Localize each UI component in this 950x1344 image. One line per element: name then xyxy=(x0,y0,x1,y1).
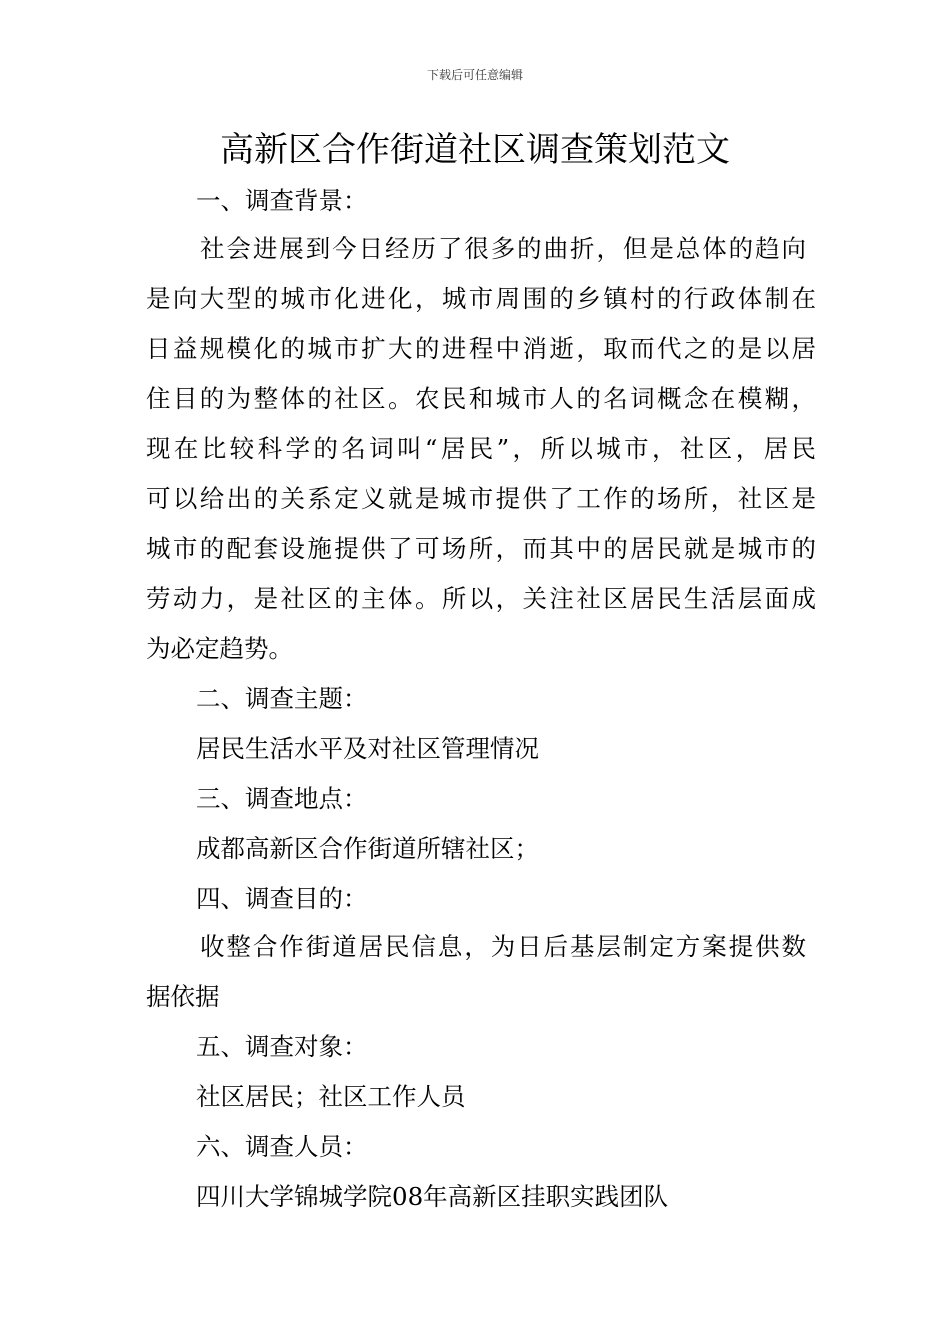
paragraph-line: 据依据 xyxy=(146,982,220,1011)
section-heading-subjects: 五、调查对象： xyxy=(196,1032,368,1061)
paragraph-line: 日益规模化的城市扩大的进程中消逝，取而代之的是以居 xyxy=(146,334,816,363)
document-title: 高新区合作街道社区调查策划范文 xyxy=(220,130,730,170)
paragraph-line: 现在比较科学的名词叫“居民”，所以城市，社区，居民 xyxy=(146,434,816,463)
page-header-note: 下载后可任意编辑 xyxy=(426,68,523,82)
paragraph-line: 收整合作街道居民信息，为日后基层制定方案提供数 xyxy=(200,932,806,961)
section-heading-purpose: 四、调查目的： xyxy=(196,884,368,913)
section-text-location: 成都高新区合作街道所辖社区； xyxy=(196,834,539,863)
paragraph-line: 为必定趋势。 xyxy=(146,634,293,663)
section-text-personnel: 四川大学锦城学院08年高新区挂职实践团队 xyxy=(196,1182,669,1211)
paragraph-line: 住目的为整体的社区。农民和城市人的名词概念在模糊， xyxy=(146,384,816,413)
section-text-topic: 居民生活水平及对社区管理情况 xyxy=(196,734,539,763)
section-heading-personnel: 六、调查人员： xyxy=(196,1132,368,1161)
section-heading-location: 三、调查地点： xyxy=(196,784,368,813)
paragraph-line: 城市的配套设施提供了可场所，而其中的居民就是城市的 xyxy=(146,534,816,563)
section-heading-topic: 二、调查主题： xyxy=(196,684,368,713)
paragraph-line: 社会进展到今日经历了很多的曲折，但是总体的趋向 xyxy=(200,234,806,263)
paragraph-line: 是向大型的城市化进化，城市周围的乡镇村的行政体制在 xyxy=(146,284,816,313)
paragraph-line: 可以给出的关系定义就是城市提供了工作的场所，社区是 xyxy=(146,484,816,513)
paragraph-line: 劳动力，是社区的主体。所以，关注社区居民生活层面成 xyxy=(146,584,816,613)
section-text-subjects: 社区居民；社区工作人员 xyxy=(196,1082,466,1111)
section-heading-background: 一、调查背景： xyxy=(196,186,368,215)
